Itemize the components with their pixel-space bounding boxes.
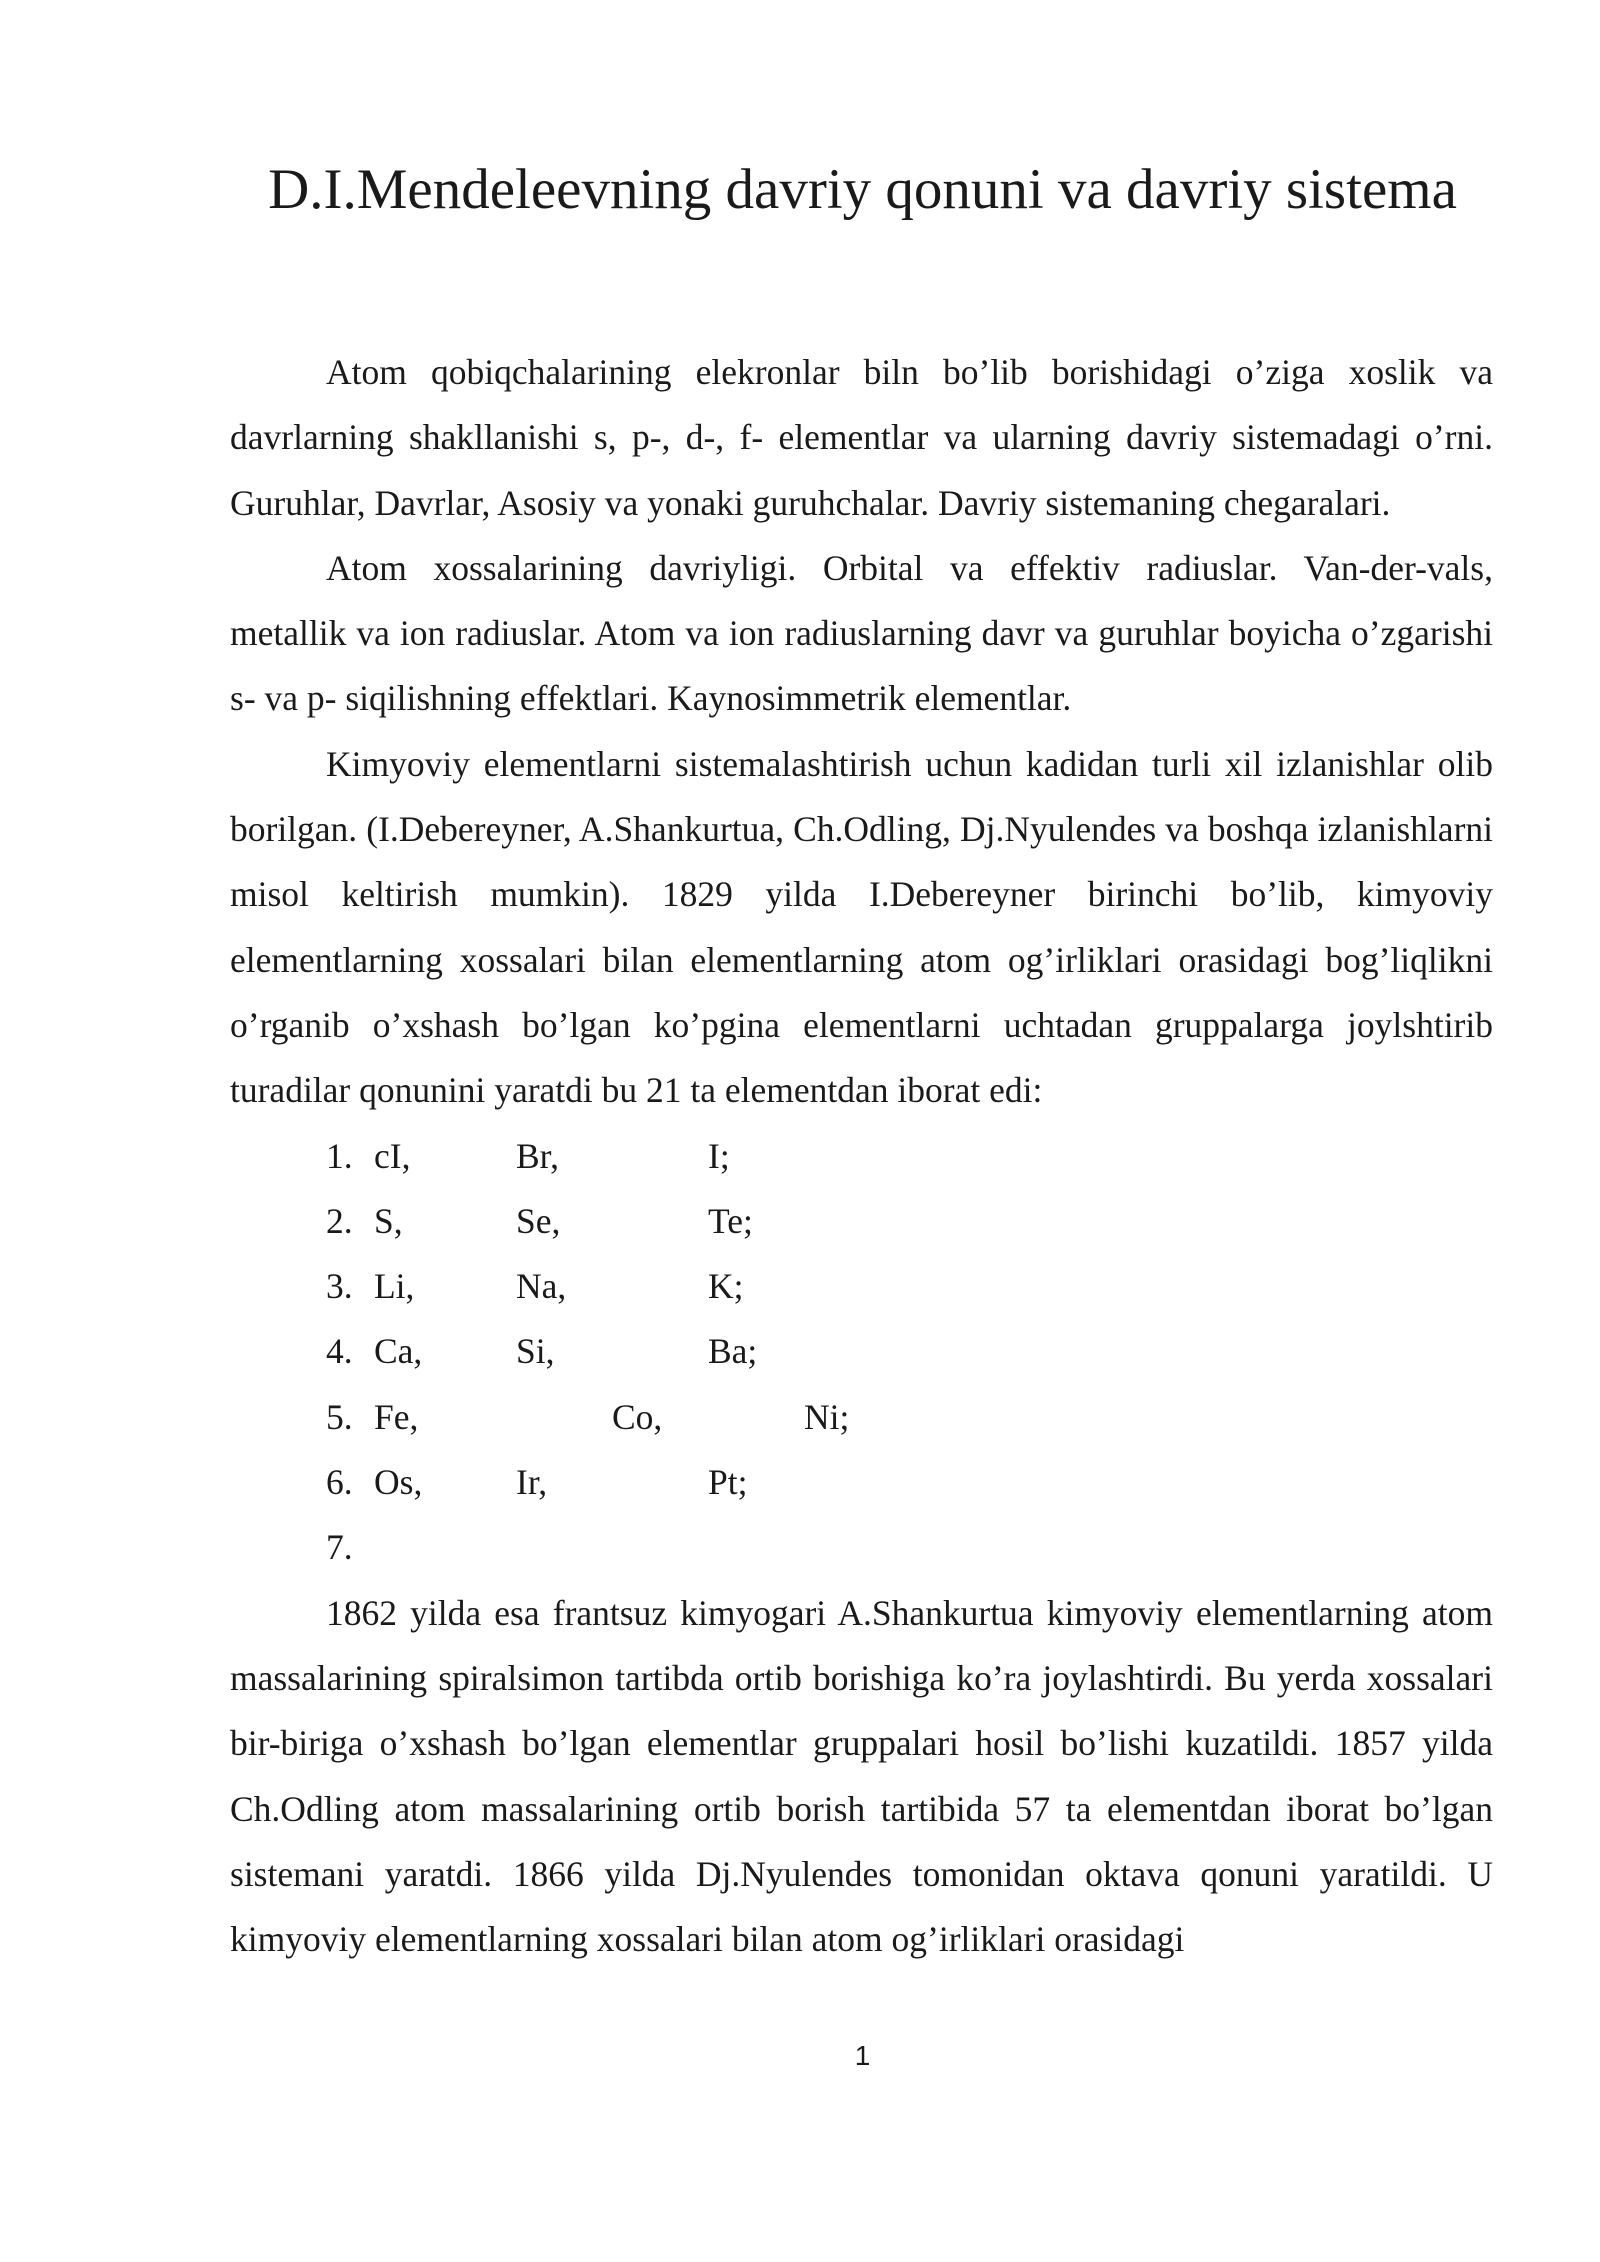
element-symbol: Os,	[374, 1462, 423, 1503]
element-symbol: I;	[708, 1135, 730, 1176]
list-item	[230, 1450, 1493, 1515]
list-number: 5.	[326, 1396, 353, 1437]
paragraph: 1862 yilda esa frantsuz kimyogari A.Shankurtua kimyoviy elementlarning atom massalarining spiralsimon tartibda ortib borishiga ko’ra joylashtirdi. Bu yerda xossalari bir-biriga o’xshash bo’lgan elementlar gruppalari hosil bo’lishi kuzatildi. 1857 yilda Ch.Odling atom massalarining ortib borish tartibida 57 ta elementdan iborat bo’lgan sistemani yaratdi. 1866 yilda Dj.Nyulendes tomonidan oktava qonuni yaratildi. U kimyoviy elementlarning xossalari bilan atom og’irliklari orasidagi	[230, 1592, 1493, 1960]
list-item	[230, 1385, 1493, 1450]
list-item	[230, 1124, 1493, 1189]
element-symbol: Pt;	[708, 1462, 748, 1503]
element-symbol: Ir,	[516, 1462, 548, 1503]
element-symbol: Se,	[516, 1200, 561, 1241]
list-item	[230, 1515, 1493, 1580]
element-symbol: Na,	[516, 1266, 567, 1307]
page-number: 1	[854, 2040, 871, 2071]
list-number: 6.	[326, 1462, 353, 1503]
element-symbol: Co,	[612, 1396, 663, 1437]
list-number: 1.	[326, 1135, 353, 1176]
list-number: 4.	[326, 1331, 353, 1372]
element-symbol: Ca,	[374, 1331, 423, 1372]
element-symbol: Te;	[708, 1200, 753, 1241]
element-symbol: cI,	[374, 1135, 411, 1176]
paragraph: Kimyoviy elementlarni sistemalashtirish uchun kadidan turli xil izlanishlar olib borilgan. (I.Debereyner, A.Shankurtua, Ch.Odling, Dj.Nyulendes va boshqa izlanishlarni misol keltirish mumkin). 1829 yilda I.Debereyner birinchi bo’lib, kimyoviy elementlarning xossalari bilan elementlarning atom og’irliklari orasidagi bog’liqlikni o’rganib o’xshash bo’lgan ko’pgina elementlarni uchtadan gruppalarga joylshtirib turadilar qonunini yaratdi bu 21 ta elementdan iborat edi:	[230, 743, 1493, 1111]
list-item	[230, 1254, 1493, 1319]
element-symbol: K;	[708, 1266, 744, 1307]
triads-list	[230, 1124, 1493, 1581]
element-symbol: Li,	[374, 1266, 415, 1307]
paragraph: Atom qobiqchalarining elekronlar biln bo’lib borishidagi o’ziga xoslik va davrlarning shakllanishi s, p-, d-, f- elementlar va ularning davriy sistemadagi o’rni. Guruhlar, Davrlar, Asosiy va yonaki guruhchalar. Davriy sistemaning chegaralari.	[230, 352, 1493, 523]
element-symbol: Ba;	[708, 1331, 758, 1372]
paragraph: Atom xossalarining davriyligi. Orbital va effektiv radiuslar. Van-der-vals, metallik va ion radiuslar. Atom va ion radiuslarning davr va guruhlar boyicha o’zgarishi s- va p- siqilishning effektlari. Kaynosimmetrik elementlar.	[230, 547, 1493, 719]
element-symbol: Br,	[516, 1135, 559, 1176]
list-number: 2.	[326, 1200, 353, 1241]
element-symbol: Si,	[516, 1331, 555, 1372]
list-number: 3.	[326, 1266, 353, 1307]
element-symbol: Fe,	[374, 1396, 419, 1437]
list-number: 7.	[326, 1527, 353, 1568]
list-item	[230, 1319, 1493, 1384]
document-body	[230, 340, 1493, 1972]
page-title: D.I.Mendeleevning davriy qonuni va davriy sistema	[268, 158, 1457, 221]
element-symbol: S,	[374, 1200, 403, 1241]
list-item	[230, 1189, 1493, 1254]
element-symbol: Ni;	[804, 1396, 850, 1437]
